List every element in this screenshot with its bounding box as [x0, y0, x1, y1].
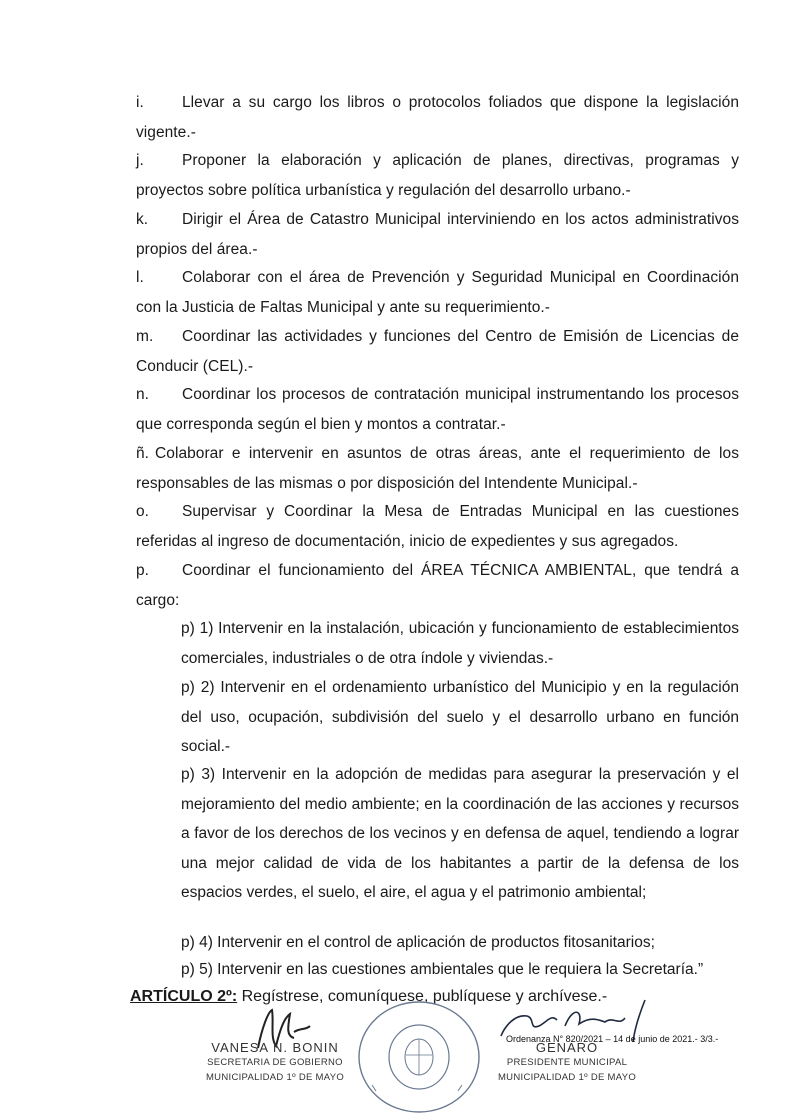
item-label: i. — [136, 94, 144, 111]
item-label: n. — [136, 386, 150, 403]
signatory-org: MUNICIPALIDAD 1º DE MAYO — [497, 1072, 637, 1083]
subitem-p3: p) 3) Intervenir en la adopción de medidas para asegurar la preservación y el mejoramiento del medio ambiente; en la coordinación de las acciones y recursos a favor de los derechos de los vecinos y en defensa de aquel, tendiendo a lograr una mejor calidad de vida de los habitantes a partir de la defensa de los espacios verdes, el suelo, el aire, el agua y el patrimonio ambiental; — [181, 766, 739, 901]
signature-block-left — [205, 1040, 345, 1085]
subitem-p2: p) 2) Intervenir en el ordenamiento urbanístico del Municipio y en la regulación del uso, ocupación, subdivisión del suelo y el desarrollo urbano en función social.- — [181, 679, 739, 755]
item-label: k. — [136, 211, 149, 228]
signatory-name: GENARO — [535, 1040, 599, 1055]
item-label: ñ. — [136, 445, 150, 462]
signature-block-right — [492, 1040, 642, 1085]
item-i — [136, 88, 739, 147]
subitem-p5: p) 5) Intervenir en las cuestiones ambientales que le requiera la Secretaría.” — [181, 961, 704, 978]
item-text: Supervisar y Coordinar la Mesa de Entradas Municipal en las cuestiones referidas al ingreso de documentación, inicio de expedientes y sus agregados. — [136, 503, 739, 550]
item-label: p. — [136, 562, 150, 579]
item-label: o. — [136, 503, 150, 520]
item-label: l. — [136, 269, 144, 286]
item-p — [136, 556, 739, 615]
item-m — [136, 322, 739, 381]
item-j — [136, 146, 739, 205]
item-text: Colaborar con el área de Prevención y Seguridad Municipal en Coordinación con la Justicia de Faltas Municipal y ante su requerimiento.- — [136, 269, 739, 316]
item-label: j. — [136, 152, 144, 169]
signatory-title: PRESIDENTE MUNICIPAL — [506, 1057, 628, 1068]
item-l — [136, 263, 739, 322]
article-text: Regístrese, comuníquese, publíquese y archívese.- — [237, 988, 608, 1005]
item-text: Dirigir el Área de Catastro Municipal interviniendo en los actos administrativos propios del área.- — [136, 211, 739, 258]
article-label: ARTÍCULO 2º: — [130, 988, 238, 1005]
item-text: Coordinar el funcionamiento del ÁREA TÉCNICA AMBIENTAL, que tendrá a cargo: — [136, 562, 739, 609]
document-reference: Ordenanza N° 820/2021 – 14 de junio de 2021.- 3/3.- — [506, 1034, 719, 1044]
subitem-p1: p) 1) Intervenir en la instalación, ubicación y funcionamiento de establecimientos comerciales, industriales o de otra índole y viviendas.- — [181, 620, 739, 667]
item-text: Coordinar las actividades y funciones del Centro de Emisión de Licencias de Conducir (CEL).- — [136, 328, 739, 375]
item-enye — [136, 439, 739, 498]
item-text: Coordinar los procesos de contratación municipal instrumentando los procesos que corresponda según el bien y montos a contratar.- — [136, 386, 739, 433]
item-k — [136, 205, 739, 264]
item-n — [136, 380, 739, 439]
signatory-title: SECRETARIA DE GOBIERNO — [207, 1057, 343, 1068]
signatory-org: MUNICIPALIDAD 1º DE MAYO — [205, 1072, 345, 1083]
item-text: Llevar a su cargo los libros o protocolos foliados que dispone la legislación vigente.- — [136, 94, 739, 141]
subitem-p4: p) 4) Intervenir en el control de aplicación de productos fitosanitarios; — [181, 934, 655, 951]
municipal-seal-icon — [352, 995, 487, 1115]
item-label: m. — [136, 328, 154, 345]
item-text: Proponer la elaboración y aplicación de planes, directivas, programas y proyectos sobre política urbanística y regulación del desarrollo urbano.- — [136, 152, 739, 199]
item-text: Colaborar e intervenir en asuntos de otras áreas, ante el requerimiento de los responsables de las mismas o por disposición del Intendente Municipal.- — [136, 445, 739, 492]
signatory-name: VANESA N. BONIN — [211, 1040, 339, 1055]
item-o — [136, 497, 739, 556]
